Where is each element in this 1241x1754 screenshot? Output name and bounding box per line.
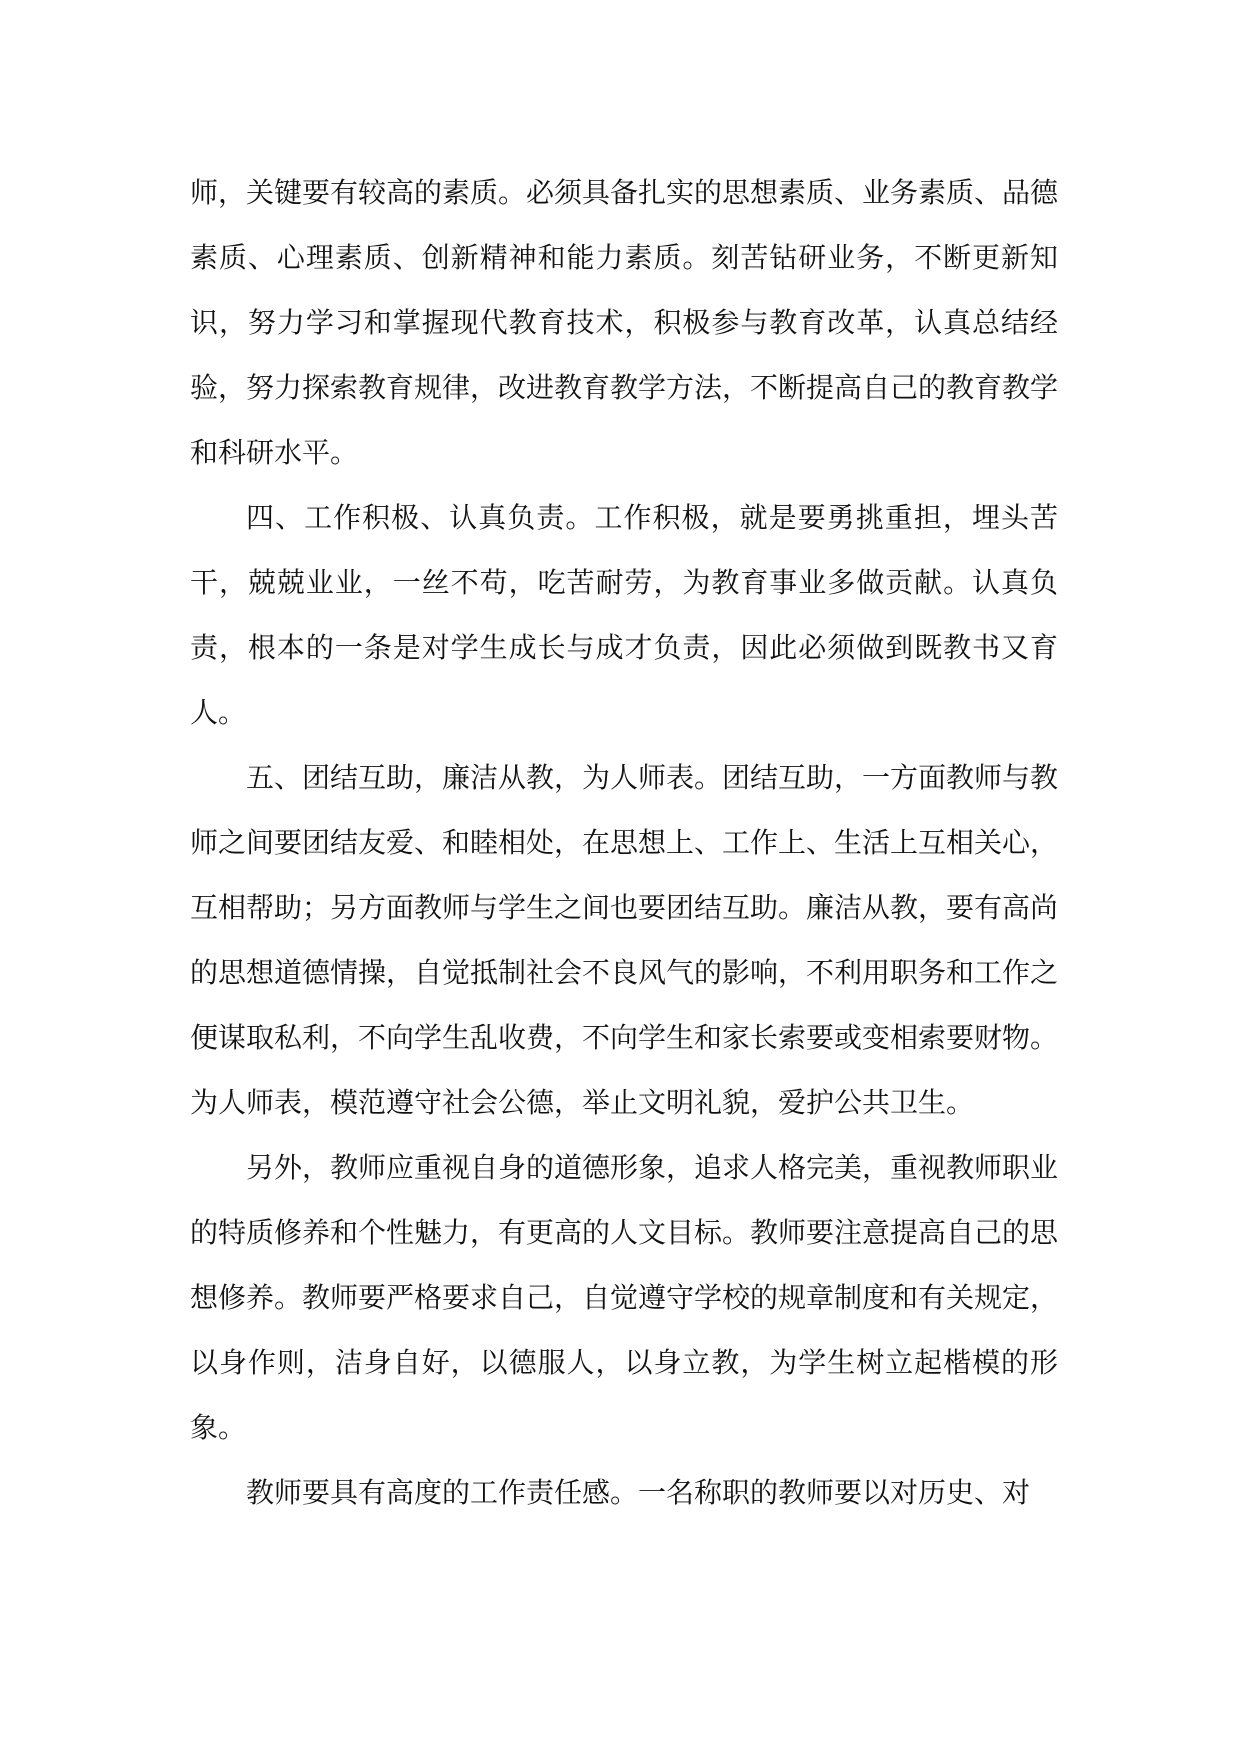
paragraph-moral-image: 另外，教师应重视自身的道德形象，追求人格完美，重视教师职业的特质修养和个性魅力，有更高的人文目标。教师要注意提高自己的思想修养。教师要严格要求自己，自觉遵守学校的规章制度和有关规定，以身作则，洁身自好，以德服人，以身立教，为学生树立起楷模的形象。 [190,1151,1059,1444]
paragraph-work-responsibility: 四、工作积极、认真负责。工作积极，就是要勇挑重担，埋头苦干，兢兢业业，一丝不苟，吃苦耐劳，为教育事业多做贡献。认真负责，根本的一条是对学生成长与成才负责，因此必须做到既教书又育人。 [190,501,1058,729]
paragraph-unity-integrity: 五、团结互助，廉洁从教，为人师表。团结互助，一方面教师与教师之间要团结友爱、和睦相处，在思想上、工作上、生活上互相关心，互相帮助；另方面教师与学生之间也要团结互助。廉洁从教，要有高尚的思想道德情操，自觉抵制社会不良风气的影响，不利用职务和工作之便谋取私利，不向学生乱收费，不向学生和家长索要或变相索要财物。为人师表，模范遵守社会公德，举止文明礼貌，爱护公共卫生。 [190,761,1059,1119]
paragraph-responsibility: 教师要具有高度的工作责任感。一名称职的教师要以对历史、对 [246,1476,1031,1509]
paragraph-continuation: 师，关键要有较高的素质。必须具备扎实的思想素质、业务素质、品德素质、心理素质、创新精神和能力素质。刻苦钻研业务，不断更新知识，努力学习和掌握现代教育技术，积极参与教育改革，认真总结经验，努力探索教育规律，改进教育教学方法，不断提高自己的教育教学和科研水平。 [190,176,1059,469]
document-page [190,160,1058,1525]
